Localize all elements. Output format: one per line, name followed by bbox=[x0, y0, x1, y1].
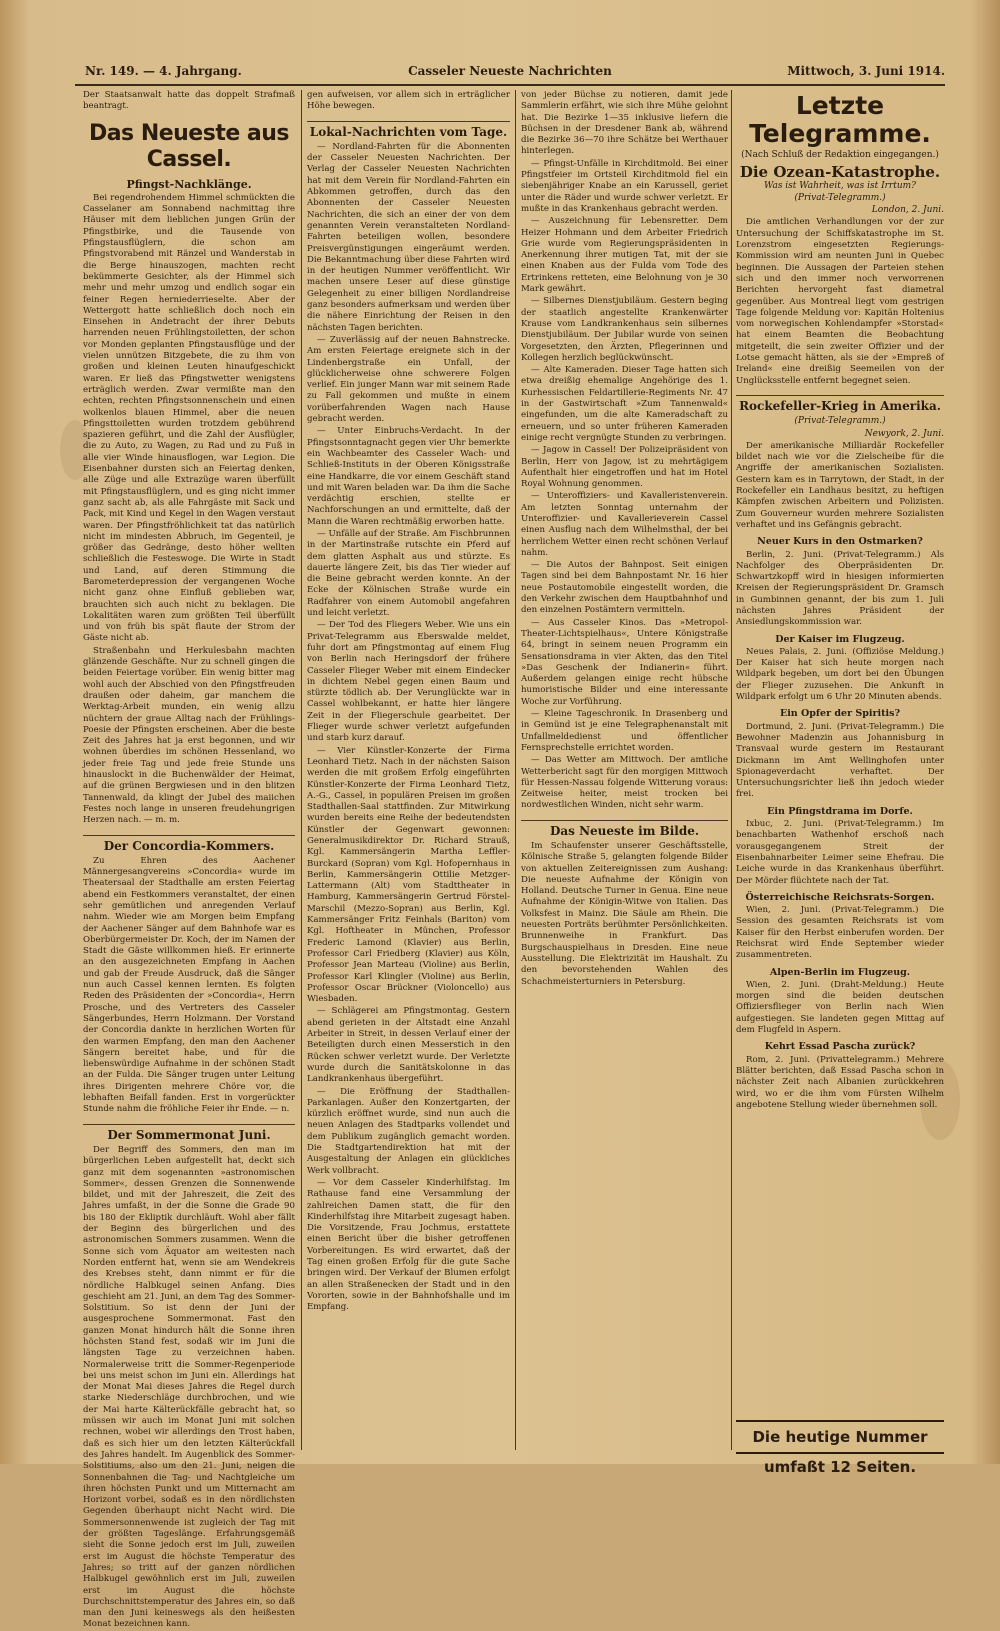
article-paragraph: Die amtlichen Verhandlungen vor der zur Untersuchung der Schiffskatastrophe im St. Lorenzstrom eingesetzten Regierungs-Kommission wird am neunten Juni in Quebec beginnen. Die Aussagen der Parteien stehen sich und den immer noch verworrenen Berichten hervorgeht fast diametral gegenüber. Aus Montreal liegt vom gestrigen Tage folgende Meldung vor: Kapitän Holtenius vom norwegischen Kohlendampfer »Storstad« hat einem Beamten die Beobachtung mitgeteilt, die sein zweiter Offizier und der Lotse gemacht hätten, als sie der »Empreß of Ireland« eine dreißig Seemeilen von der Unglücksstelle entfernt begegnet seien. bbox=[736, 217, 944, 386]
news-item: — Jagow in Cassel! Der Polizeipräsident von Berlin, Herr von Jagow, ist zu mehrtägigem Aufenthalt hier eingetroffen und hat im Hotel Royal Wohnung genommen. bbox=[521, 445, 728, 490]
article-paragraph: Dortmund, 2. Juni. (Privat-Telegramm.) Die Bewohner Madenzin aus Johannisburg in Transvaal wurde gestern im Restaurant Dickmann im Amt Wellinghofen unter Spionageverdacht verhaftet. Der Untersuchungsrichter ließ ihn jedoch wieder frei. bbox=[736, 721, 944, 800]
article-paragraph: Zu Ehren des Aachener Männergesangvereins »Concordia« wurde im Theatersaal der Stadthalle am ersten Feiertag abend ein Festkommers veranstaltet, der einen sehr gemütlichen und anregenden Verlauf nahm. Wieder wie am Morgen beim Empfang der Aachener Sänger auf dem Bahnhofe war es Oberbürgermeister Dr. Koch, der im Namen der Stadt die Gäste willkommen hieß. Er erinnerte an den ausgezeichneten Empfang in Aachen und gab der Freude Ausdruck, daß die Sänger nun auch Cassel kennen lernten. Es folgten Reden des Präsidenten der »Concordia«, Herrn Prosche, und des Vertreters des Casseler Sängerbundes, Herrn Holzmann. Der Vorstand der Concordia dankte in herzlichen Worten für den warmen Empfang, den man den Aachener Sängern bereitet habe, und für die liebenswürdige Aufnahme in der schönen Stadt an der Fulda. Die Sänger trugen unter Leitung ihres Dirigenten mehrere Chöre vor, die lebhaften Beifall fanden. Erst in vorgerückter Stunde nahm die fröhliche Feier ihr Ende. — n. bbox=[83, 855, 295, 1115]
article-paragraph: Wien, 2. Juni. (Privat-Telegramm.) Die Session des gesamten Reichsrats ist vom Kaiser für den Herbst einberufen worden. Der Reichsrat wird Ende September wieder zusammentreten. bbox=[736, 905, 944, 961]
news-item: — Unter Einbruchs-Verdacht. In der Pfingstsonntagnacht gegen vier Uhr bemerkte ein Wachbeamter des Casseler Wach- und Schließ-Instituts in der Oberen Königsstraße eine Handkarre, die vor einem Geschäft stand und mit Waren beladen war. Da ihm die Sache verdächtig erschien, stellte er Nachforschungen an und ermittelte, daß der Mann die Waren rechtmäßig erworben hatte. bbox=[307, 426, 510, 527]
news-item: — Aus Casseler Kinos. Das »Metropol-Theater-Lichtspielhaus«, Untere Königstraße 64, bringt in seinem neuen Programm ein Sensationsdrama in vier Akten, das den Titel »Das Geschenk der Indianerin« führt. Außerdem gelangen einige recht hübsche humoristische Bilder und eine interessante Woche zur Vorführung. bbox=[521, 617, 728, 707]
column-3 bbox=[521, 90, 728, 1445]
column-2 bbox=[307, 90, 510, 1445]
continued-text: gen aufweisen, vor allem sich in erträglicher Höhe bewegen. bbox=[307, 90, 510, 112]
news-item: — Unfälle auf der Straße. Am Fischbrunnen in der Martinstraße rutschte ein Pferd auf dem glatten Asphalt aus und stürzte. Es dauerte längere Zeit, bis das Tier wieder auf die Beine gebracht werden konnte. An der Ecke der Kölnischen Straße wurde ein Radfahrer von einem Automobil angefahren und leicht verletzt. bbox=[307, 528, 510, 619]
news-item: — Das Wetter am Mittwoch. Der amtliche Wetterbericht sagt für den morgigen Mittwoch für Hessen-Nassau folgende Witterung voraus: Zeitweise heiter, meist trocken bei nordwestlichen Winden, nicht sehr warm. bbox=[521, 755, 728, 811]
news-item: — Die Autos der Bahnpost. Seit einigen Tagen sind bei dem Bahnpostamt Nr. 16 hier neue Postautomobile eingestellt worden, die den Verkehr zwischen dem Hauptbahnhof und den einzelnen Postämtern vermitteln. bbox=[521, 560, 728, 616]
article-headline: Das Neueste im Bilde. bbox=[521, 820, 728, 837]
article-paragraph: Berlin, 2. Juni. (Privat-Telegramm.) Als Nachfolger des Oberpräsidenten Dr. Schwartzkopff wird in hiesigen informierten Kreisen der Regierungspräsident Dr. Gramsch in Gumbinnen genannt, der bis zum 1. Juli nächsten Jahres Präsident der Ansiedlungskommission war. bbox=[736, 549, 944, 628]
news-item: — Zuverlässig auf der neuen Bahnstrecke. Am ersten Feiertage ereignete sich in der Lindenbergstraße ein Unfall, der glücklicherweise ohne schwerere Folgen verlief. Ein junger Mann war mit seinem Rade zu Fall gekommen und mußte in einem vorüberfahrenden Wagen nach Hause gebracht werden. bbox=[307, 334, 510, 425]
article-headline: Ein Pfingstdrama im Dorfe. bbox=[767, 805, 913, 817]
article-paragraph: Rom, 2. Juni. (Privattelegramm.) Mehrere Blätter berichten, daß Essad Pascha schon in nächster Zeit nach Albanien zurückkehren wird, wo er die ihm vom Fürsten Wilhelm angebotene Stellung wieder übernehmen soll. bbox=[736, 1054, 944, 1110]
page-count-notice: Die heutige Nummer umfaßt 12 Seiten. bbox=[736, 1420, 944, 1454]
newspaper-title: Casseler Neueste Nachrichten bbox=[408, 64, 612, 78]
section-headline: Das Neueste aus Cassel. bbox=[88, 120, 290, 172]
dateline: London, 2. Juni. bbox=[871, 205, 944, 216]
news-item: — Pfingst-Unfälle in Kirchditmold. Bei einer Pfingstfeier im Ortsteil Kirchditmold fiel ein siebenjähriger Knabe an ein Karussell, geriet unter die Räder und wurde schwer verletzt. Er mußte in das Krankenhaus gebracht werden. bbox=[521, 158, 728, 214]
column-rule bbox=[301, 90, 302, 1450]
news-item: — Kleine Tageschronik. In Drasenberg und in Gemünd ist je eine Telegraphenanstalt mit Unfallmeldedienst und öffentlicher Fernsprechstelle errichtet worden. bbox=[521, 709, 728, 753]
article-headline: Die Ozean-Katastrophe. bbox=[739, 163, 941, 182]
intro-text: Der Staatsanwalt hatte das doppelt Strafmaß beantragt. bbox=[83, 90, 295, 112]
issue-number: Nr. 149. — 4. Jahrgang. bbox=[85, 64, 242, 78]
article-subhead: Was ist Wahrheit, was ist Irrtum? bbox=[763, 180, 916, 191]
section-headline: Letzte Telegramme. bbox=[749, 91, 931, 148]
news-item: — Nordland-Fahrten für die Abonnenten der Casseler Neuesten Nachrichten. Der Verlag der Casseler Neuesten Nachrichten hat mit dem Verein für Nordland-Fahrten ein Abkommen getroffen, durch das den Abonnenten der Casseler Neuesten Nachrichten, die sich an einer der von dem genannten Verein veranstalteten Nordland-Fahrten beteiligen wollen, besondere Preisvergünstigungen eingeräumt werden. Die Bekanntmachung über diese Fahrten wird in der heutigen Nummer veröffentlicht. Wir machen unsere Leser auf diese günstige Gelegenheit zu einer billigen Nordlandreise ganz besonders aufmerksam und werden über die nähere Einrichtung der Reisen in den nächsten Tagen berichten. bbox=[307, 141, 510, 333]
masthead bbox=[75, 62, 945, 86]
news-item: — Vor dem Casseler Kinderhilfstag. Im Rathause fand eine Versammlung der zahlreichen Damen statt, die für den Kinderhilfstag ihre Mitarbeit zugesagt haben. Die Vorsitzende, Frau Jochmus, erstattete einen Bericht über die bisher getroffenen Vorbereitungen. Es wird erwartet, daß der Tag einen großen Erfolg für die gute Sache bringen wird. Der Verkauf der Blumen erfolgt an allen Straßenecken der Stadt und in den Vororten, sowie in der Bahnhofshalle und im Empfang. bbox=[307, 1177, 510, 1313]
article-subhead: (Privat-Telegramm.) bbox=[794, 192, 886, 203]
article-headline: Österreichische Reichsrats-Sorgen. bbox=[745, 891, 935, 903]
article-paragraph: Neues Palais, 2. Juni. (Offiziöse Meldung.) Der Kaiser hat sich heute morgen nach Wildpark begeben, um dort bei den Übungen der Flieger zuzusehen. Die Ankunft in Wildpark erfolgt um 6 Uhr 20 Minuten abends. bbox=[736, 646, 944, 703]
column-1 bbox=[83, 90, 295, 1630]
news-item: — Die Eröffnung der Stadthallen-Parkanlagen. Außer den Konzertgarten, der kürzlich eröffnet wurde, sind nun auch die neuen Anlagen des Stadtparks vollendet und dem Publikum zugänglich gemacht worden. Die Stadtgartendirektion hat mit der Ausgestaltung der Anlagen ein glückliches Werk vollbracht. bbox=[307, 1086, 510, 1176]
article-paragraph: Im Schaufenster unserer Geschäftsstelle, Kölnische Straße 5, gelangten folgende Bilder von aktuellen Zeitereignissen zum Aushang: Die neueste Aufnahme der Königin von Holland. Deutsche Turner in Genua. Eine neue Aufnahme der Königin-Witwe von Italien. Das Volksfest in Mainz. Die Säule am Rhein. Die neuesten Porträts berühmter Persönlichkeiten. Brunnenweihe in Frankfurt. Das Burgschauspielhaus in Dresden. Eine neue Ausstellung. Die Elektrizität im Haushalt. Zu den bevorstehenden Wahlen des Schachmeisterturniers in Petersburg. bbox=[521, 841, 728, 987]
dateline: Newyork, 2. Juni. bbox=[864, 428, 944, 439]
article-headline: Der Concordia-Kommers. bbox=[83, 835, 295, 852]
continued-text: von jeder Büchse zu notieren, damit jede Sammlerin erfährt, wie sich ihre Mühe gelohnt hat. Die Bezirke 1—35 inklusive liefern die Büchsen in der Dresdener Bank ab, während die Bezirke 36—70 ihre Schätze bei Werthauer hinterlegen. bbox=[521, 90, 728, 157]
article-headline: Rockefeller-Krieg in Amerika. bbox=[736, 395, 944, 412]
article-headline: Der Sommermonat Juni. bbox=[83, 1124, 295, 1141]
article-paragraph: Ixbuc, 2. Juni. (Privat-Telegramm.) Im benachbarten Wathenhof erschoß nach vorausgegangenem Streit der Eisenbahnarbeiter Leimer seine Ehefrau. Die Leiche wurde in das Krankenhaus überführt. Der Mörder flüchtete nach der Tat. bbox=[736, 819, 944, 886]
news-item: — Unteroffiziers- und Kavalleristenverein. Am letzten Sonntag unternahm der Unteroffizier- und Kavallerieverein Cassel einen Ausflug nach dem Wilhelmsthal, der bei herrlichem Wetter einen recht schönen Verlauf nahm. bbox=[521, 491, 728, 558]
issue-date: Mittwoch, 3. Juni 1914. bbox=[787, 64, 945, 78]
column-4 bbox=[736, 90, 944, 1445]
news-item: — Der Tod des Fliegers Weber. Wie uns ein Privat-Telegramm aus Eberswalde meldet, fuhr dort am Pfingstmontag auf einem Flug von Berlin nach Heringsdorf der frühere Casseler Flieger Weber mit einem Eindecker in dichtem Nebel gegen einen Baum und stürzte tödlich ab. Der Verunglückte war in Cassel wohlbekannt, er hatte hier längere Zeit in der Fliegerschule gearbeitet. Der Flieger wurde schwer verletzt aufgefunden und starb kurz darauf. bbox=[307, 620, 510, 744]
article-paragraph: Straßenbahn und Herkulesbahn machten glänzende Geschäfte. Nur zu schnell gingen die beiden Feiertage vorüber. Ein wenig bitter mag wohl auch der Abschied von den Pfingstfreuden draußen oder daheim, gar manchem die Werktag-Arbeit munden, ein wenig allzu nüchtern der graue Alltag nach der Frühlings-Poesie der Pfingsten erscheinen. Aber die beste Zeit des Jahres hat ja erst begonnen, und wir wohnen überdies im schönen Hessenland, wo jeder freie Tag und jede freie Stunde uns hinauslockt in die Buchenwälder der Heimat, auf die grünen Bergwiesen und in den blitzen Tannenwald, da klingt der Jubel des maiichen Festes noch lange in unseren freudehungrigen Herzen nach. — m. m. bbox=[83, 645, 295, 826]
article-paragraph: Der Begriff des Sommers, den man im bürgerlichen Leben aufgestellt hat, deckt sich ganz mit dem sogenannten »astronomischen Sommer«, dessen Grenzen die Sonnenwende bildet, und mit der Jahreszeit, die Zeit des Jahres umfaßt, in der die Sonne die Grade 90 bis 180 der Ekliptik durchläuft. Wohl aber fällt der Beginn des bürgerlichen und des astronomischen Sommers zusammen. Wenn die Sonne sich vom Äquator am weitesten nach Norden entfernt hat, wenn sie am Wendekreis des Krebses steht, dann nimmt er für die nördliche Halbkugel seinen Anfang. Dies geschieht am 21. Juni, an dem Tag des Sommer-Solstitium. So ist denn der Juni der ausgesprochene Sommermonat. Fast den ganzen Monat hindurch hält die Sonne ihren höchsten Stand fest, sodaß wir im Juni die längsten Tage zu verzeichnen haben. Normalerweise tritt die Sommer-Regenperiode bei uns meist schon im Juni ein. Allerdings hat der Monat Mai dieses Jahres die Regel durch starke Niederschläge durchbrochen, und wie der Mai harte Kälterückfälle gebracht hat, so müssen wir auch im Monat Juni mit solchen rechnen, wobei wir allerdings den Trost haben, daß es sich hier um den letzten Kälterückfall des Jahres handelt. Im Augenblick des Sommer-Solstitiums, also um den 21. Juni, neigen die Sonnenbahnen die Tag- und Nachtgleiche um ihren höchsten Punkt und um Mitternacht am Horizont vorbei, sodaß es in den nördlichsten Gegenden überhaupt nicht Nacht wird. Die Sommersonnenwende ist zugleich der Tag mit der größten Tageslänge. Erfahrungsgemäß sieht die Sonne jedoch erst im Juli, zuweilen erst im August die höchste Temperatur des Jahres; so tritt auf der ganzen nördlichen Halbkugel gewöhnlich erst im Juli, zuweilen erst im August die höchste Durchschnittstemperatur des Jahres ein, so daß man den Juni keineswegs als den heißesten Monat bezeichnen kann. bbox=[83, 1144, 295, 1630]
article-headline: Neuer Kurs in den Ostmarken? bbox=[757, 536, 923, 548]
news-item: — Alte Kameraden. Dieser Tage hatten sich etwa dreißig ehemalige Angehörige des 1. Kurhessischen Feldartillerie-Regiments Nr. 47 in der Gastwirtschaft »Zum Tannenwald« eingefunden, um die alte Kameradschaft zu erneuern, und so unter früheren Kameraden einige recht vergnügte Stunden zu verbringen. bbox=[521, 365, 728, 443]
article-paragraph: Wien, 2. Juni. (Draht-Meldung.) Heute morgen sind die beiden deutschen Offiziersflieger von Berlin nach Wien aufgestiegen. Sie landeten gegen Mittag auf dem Flugfeld in Aspern. bbox=[736, 979, 944, 1036]
article-headline: Pfingst-Nachklänge. bbox=[126, 177, 252, 191]
news-item: — Silbernes Dienstjubiläum. Gestern beging der staatlich angestellte Krankenwärter Krause vom Landkrankenhaus sein silbernes Dienstjubiläum. Der Jubilar wurde von seinen Vorgesetzten, den Ärzten, Pflegerinnen und Kollegen herzlich beglückwünscht. bbox=[521, 296, 728, 363]
article-headline: Alpen-Berlin im Flugzeug. bbox=[769, 966, 911, 978]
article-subhead: (Privat-Telegramm.) bbox=[794, 416, 886, 427]
section-headline: Lokal-Nachrichten vom Tage. bbox=[307, 121, 510, 138]
news-item: — Schlägerei am Pfingstmontag. Gestern abend gerieten in der Altstadt eine Anzahl Arbeiter in Streit, in dessen Verlauf einer der Beteiligten durch einen Messerstich in den Rücken schwer verletzt wurde. Der Verletzte wurde durch die Sanitätskolonne in das Landkrankenhaus übergeführt. bbox=[307, 1006, 510, 1085]
article-paragraph: Der amerikanische Milliardär Rockefeller bildet nach wie vor die Zielscheibe für die Angriffe der amerikanischen Sozialisten. Gestern kam es in Tarrytown, der Stadt, in der Rockefeller ein Landhaus besitzt, zu heftigen Kämpfen zwischen Arbeitern und Polizisten. Zum Gouverneur wurden mehrere Sozialisten verhaftet und ins Gefängnis gebracht. bbox=[736, 440, 944, 530]
column-rule bbox=[515, 90, 516, 1450]
news-item: — Vier Künstler-Konzerte der Firma Leonhard Tietz. Nach in der nächsten Saison werden die mit großem Erfolg eingeführten Künstler-Konzerte der Firma Leonhard Tietz, A.-G., Cassel, in populären Preisen im großen Stadthallen-Saal stattfinden. Zur Mitwirkung wurden bereits eine Reihe der bedeutendsten Künstler der Gegenwart gewonnen: Generalmusikdirektor Dr. Richard Strauß, Kgl. Kammersängerin Martha Leffler-Burckard (Sopran) vom Kgl. Hofopernhaus in Berlin, Kammersängerin Ottilie Metzger-Lattermann (Alt) vom Stadttheater in Hamburg, Kammersängerin Gertrud Förstel-Marschil (Mezzo-Sopran) aus Berlin, Kgl. Kammersänger Fritz Feinhals (Bariton) vom Kgl. Hoftheater in München, Professor Frederic Lamond (Klavier) aus Berlin, Professor Carl Friedberg (Klavier) aus Köln, Professor Jean Marteau (Violine) aus Berlin, Professor Karl Klingler (Violine) aus Berlin, Professor Oscar Brückner (Violoncello) aus Wiesbaden. bbox=[307, 745, 510, 1005]
article-headline: Kehrt Essad Pascha zurück? bbox=[764, 1041, 916, 1053]
column-rule bbox=[731, 90, 732, 1450]
section-subhead: (Nach Schluß der Redaktion eingegangen.) bbox=[741, 150, 939, 160]
article-headline: Der Kaiser im Flugzeug. bbox=[775, 633, 905, 645]
article-paragraph: Bei regendrohendem Himmel schmückten die Casselaner am Sonnabend nachmittag ihre Häuser mit dem lieblichen jungen Grün der Pfingstbirke, und die Tausende von Pfingstausflüglern, die schon am Pfingstvorabend mit Ränzel und Wanderstab in die Berge hinauszogen, machten recht bekümmerte Gesichter, als der Himmel sich mehr und mehr umzog und endlich sogar ein feiner Regen herniederrieselte. Aber der Wettergott hatte schließlich doch noch ein Einsehen in Andetracht der ihrer Debuts harrenden neuen Frühlingstoiletten, der schon vor Monden geplanten Pfingstausflüge und der vielen unnützen Bitzgebete, die zu ihm von großen und kleinen Leuten hinaufgeschickt waren. Er ließ das Pfingstwetter wenigstens erträglich werden. Zwar vermißte man den echten, rechten Pfingstsonnenschein und einen wolkenlos blauen Himmel, aber die neuen Pfingsttoiletten wurden trotzdem gebührend spazieren geführt, und die Zahl der Ausflügler, die zu Auto, zu Wagen, zu Rad und zu Fuß in alle vier Winde hinausflogen, war Legion. Die Eisenbahner dursten sich an Feiertag denken, alle Züge und alle Extrazüge waren überfüllt mit Pfingstausflüglern, und es ging nicht immer ganz sacht ab, als alle Fahrgäste mit Sack und Pack, mit Kind und Kegel in den Wagen verstaut waren. Der Pfingstfröhlichkeit tat das natürlich nicht im mindesten Abbruch, im Gegenteil, je größer das Gedränge, desto höher wellten schließlich die Festeswoge. Die Wirte in Stadt und Land, auf deren Stimmung die Barometerdepression der vergangenen Woche nicht ganz ohne Einfluß geblieben war, brauchten sich auch nicht zu beklagen. Die Lokalitäten waren zum größten Teil überfüllt und von früh bis spät flaute der Strom der Gäste nicht ab. bbox=[83, 192, 295, 644]
news-item: — Auszeichnung für Lebensretter. Dem Heizer Hohmann und dem Arbeiter Friedrich Grie wurde vom Regierungspräsidenten in Anerkennung ihrer mutigen Tat, mit der sie einen Knaben aus der Fulda vom Tode des Ertrinkens retteten, eine Belohnung von je 30 Mark gewährt. bbox=[521, 216, 728, 295]
article-headline: Ein Opfer der Spiritis? bbox=[779, 708, 901, 720]
